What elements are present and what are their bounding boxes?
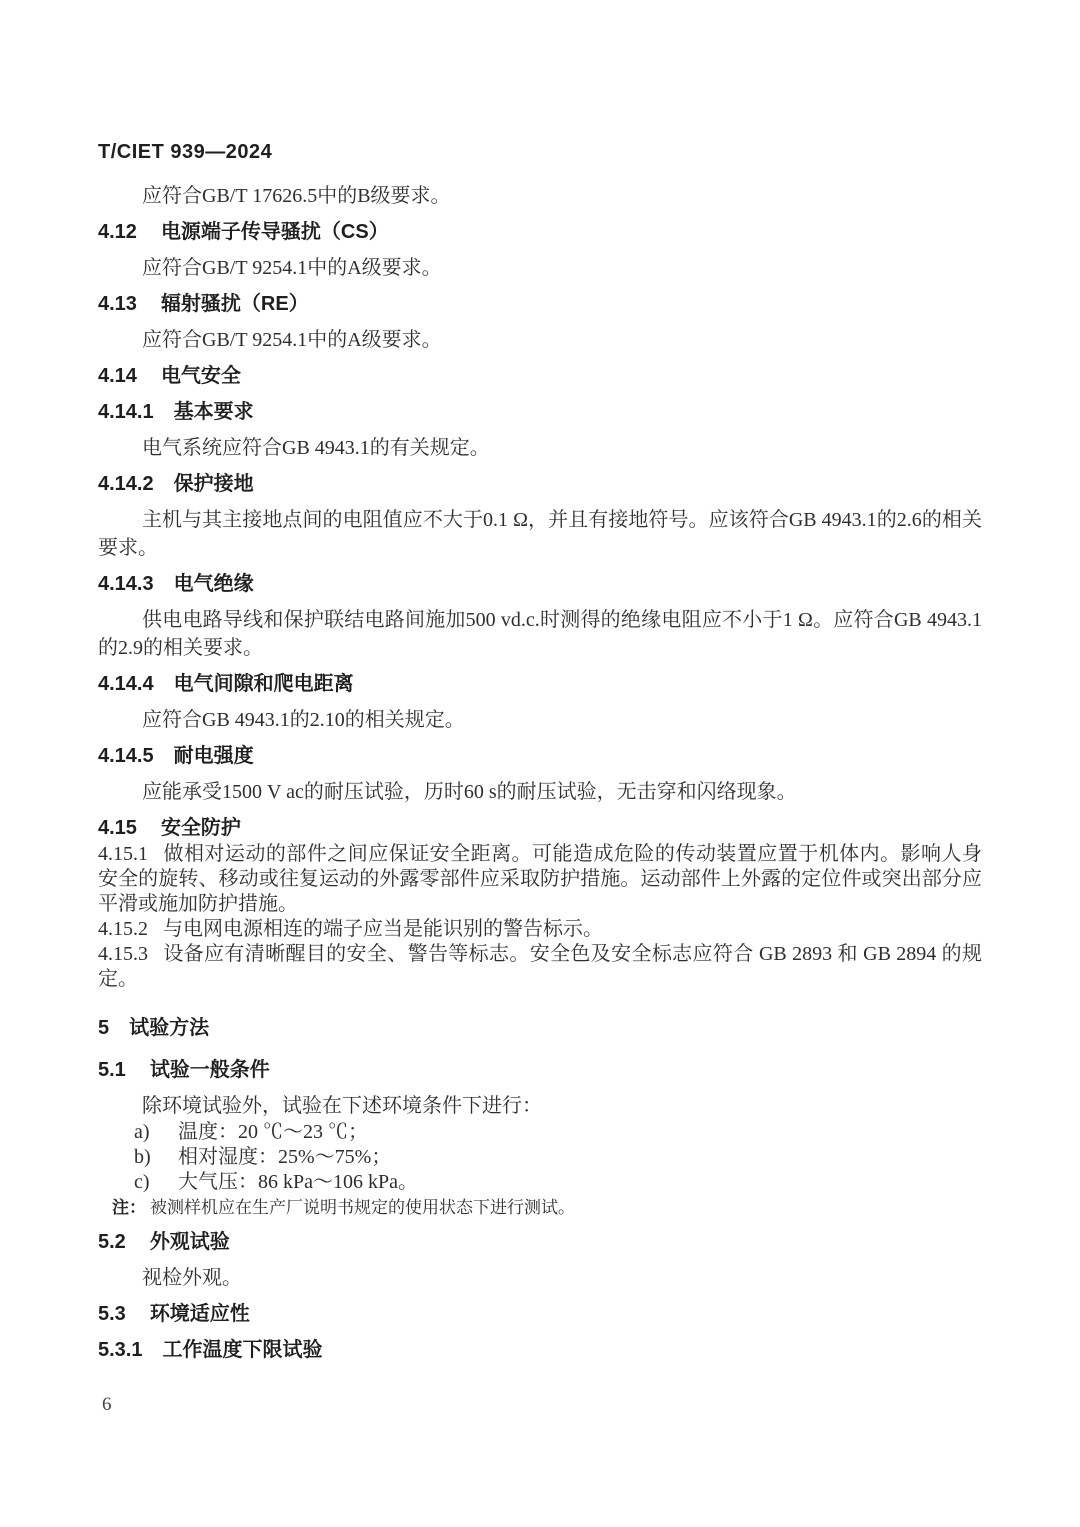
heading-title: 辐射骚扰（RE）	[160, 293, 309, 315]
list-item-label: a)	[134, 1121, 150, 1143]
section-heading-5-1	[98, 1056, 982, 1084]
heading-title: 工作温度下限试验	[162, 1339, 323, 1361]
clause-text: 与电网电源相连的端子应当是能识别的警告标示。	[163, 918, 603, 940]
heading-number: 5.3.1	[98, 1339, 143, 1361]
clause-number: 4.15.1	[98, 843, 148, 865]
heading-number: 4.14.4	[98, 673, 154, 695]
heading-title: 试验方法	[129, 1017, 210, 1039]
section-heading-4-14-4	[98, 670, 982, 698]
heading-number: 4.14.1	[98, 401, 154, 423]
heading-number: 4.13	[98, 293, 137, 315]
list-item-text: 温度：20 ℃～23 ℃；	[178, 1121, 368, 1143]
section-heading-4-14-1	[98, 398, 982, 426]
list-item-text: 相对湿度：25%～75%；	[178, 1146, 392, 1168]
chapter-heading-5	[98, 1014, 982, 1042]
heading-number: 5.2	[98, 1231, 126, 1253]
clause-paragraph-4-15-2	[98, 917, 982, 942]
note-label: 注：	[112, 1198, 146, 1217]
heading-number: 4.14.5	[98, 745, 154, 767]
heading-number: 4.14.3	[98, 573, 154, 595]
heading-number: 4.14.2	[98, 473, 154, 495]
heading-title: 电气间隙和爬电距离	[173, 673, 354, 695]
list-item-label: c)	[134, 1171, 150, 1193]
clause-text: 设备应有清晰醒目的安全、警告等标志。安全色及安全标志应符合 GB 2893 和 GB 2894 的规定。	[98, 943, 982, 990]
heading-title: 试验一般条件	[149, 1059, 270, 1081]
heading-number: 4.12	[98, 221, 137, 243]
paragraph: 电气系统应符合GB 4943.1的有关规定。	[142, 437, 490, 459]
heading-number: 5.1	[98, 1059, 126, 1081]
paragraph: 应符合GB/T 9254.1中的A级要求。	[142, 329, 442, 351]
list-item-b	[134, 1145, 982, 1170]
section-heading-5-3-1	[98, 1336, 982, 1364]
section-heading-4-14-3	[98, 570, 982, 598]
heading-title: 耐电强度	[173, 745, 254, 767]
heading-number: 4.14	[98, 365, 137, 387]
section-heading-5-3	[98, 1300, 982, 1328]
note-text: 被测样机应在生产厂说明书规定的使用状态下进行测试。	[150, 1198, 575, 1217]
heading-title: 基本要求	[173, 401, 254, 423]
list-item-a	[134, 1120, 982, 1145]
clause-text: 做相对运动的部件之间应保证安全距离。可能造成危险的传动装置应置于机体内。影响人身安全的旋转、移动或往复运动的外露零部件应采取防护措施。运动部件上外露的定位件或突出部分应平滑或施加防护措施。	[98, 843, 982, 915]
clause-paragraph-4-15-1	[98, 842, 982, 917]
note	[112, 1195, 982, 1220]
list-item-c	[134, 1170, 982, 1195]
heading-title: 电气安全	[160, 365, 241, 387]
paragraph: 供电电路导线和保护联结电路间施加500 vd.c.时测得的绝缘电阻应不小于1 Ω。应符合GB 4943.1的2.9的相关要求。	[98, 609, 982, 659]
paragraph: 主机与其主接地点间的电阻值应不大于0.1 Ω，并且有接地符号。应该符合GB 4943.1的2.6的相关要求。	[98, 509, 982, 559]
section-heading-4-14-2	[98, 470, 982, 498]
list-item-label: b)	[134, 1146, 151, 1168]
clause-paragraph-4-15-3	[98, 942, 982, 992]
section-heading-4-15	[98, 814, 982, 842]
section-heading-4-12	[98, 218, 982, 246]
paragraph: 应符合GB 4943.1的2.10的相关规定。	[142, 709, 465, 731]
clause-number: 4.15.2	[98, 918, 148, 940]
heading-title: 保护接地	[173, 473, 254, 495]
paragraph: 除环境试验外，试验在下述环境条件下进行：	[142, 1095, 542, 1117]
section-heading-4-13	[98, 290, 982, 318]
section-heading-4-14-5	[98, 742, 982, 770]
section-heading-5-2	[98, 1228, 982, 1256]
heading-number: 4.15	[98, 817, 137, 839]
page-number: 6	[102, 1394, 112, 1415]
list-item-text: 大气压：86 kPa～106 kPa。	[178, 1171, 418, 1193]
doc-number: T/CIET 939—2024	[98, 141, 273, 163]
clause-number: 4.15.3	[98, 943, 148, 965]
heading-title: 安全防护	[160, 817, 241, 839]
heading-title: 外观试验	[149, 1231, 230, 1253]
heading-number: 5.3	[98, 1303, 126, 1325]
paragraph: 应能承受1500 V ac的耐压试验，历时60 s的耐压试验，无击穿和闪络现象。	[142, 781, 797, 803]
heading-title: 电气绝缘	[173, 573, 254, 595]
heading-title: 环境适应性	[149, 1303, 250, 1325]
heading-number: 5	[98, 1017, 110, 1039]
paragraph: 视检外观。	[142, 1267, 242, 1289]
paragraph: 应符合GB/T 17626.5中的B级要求。	[142, 185, 451, 207]
paragraph: 应符合GB/T 9254.1中的A级要求。	[142, 257, 442, 279]
heading-title: 电源端子传导骚扰（CS）	[160, 221, 389, 243]
section-heading-4-14	[98, 362, 982, 390]
